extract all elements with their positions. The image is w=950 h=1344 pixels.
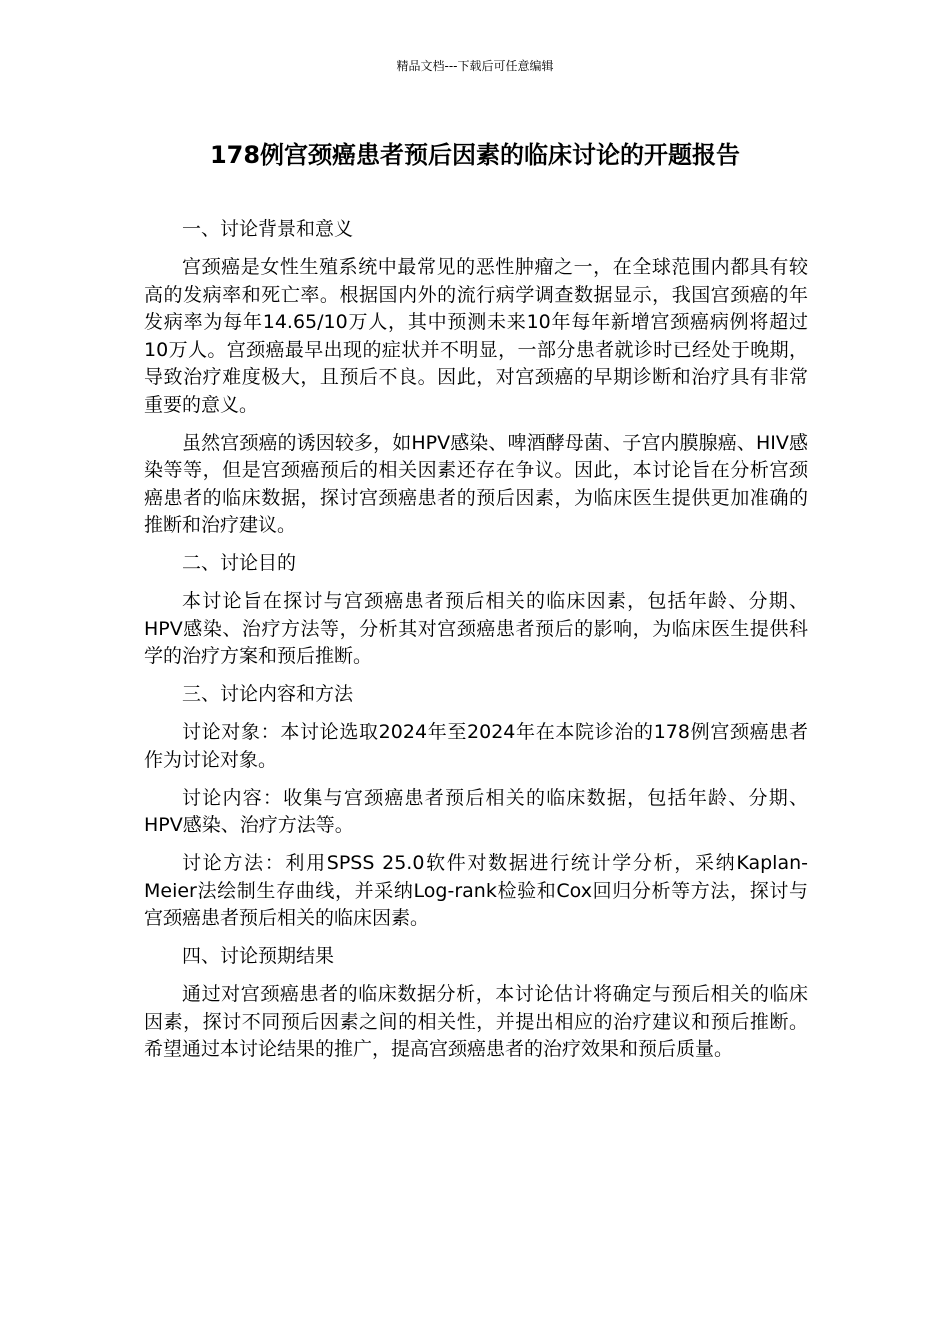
paragraph-purpose: 本讨论旨在探讨与宫颈癌患者预后相关的临床因素，包括年龄、分期、HPV感染、治疗方法等，分析其对宫颈癌患者预后的影响，为临床医生提供科学的治疗方案和预后推断。 — [144, 590, 808, 667]
paragraph-subjects: 讨论对象：本讨论选取2024年至2024年在本院诊治的178例宫颈癌患者作为讨论对象。 — [144, 721, 808, 771]
paragraph-background-1: 宫颈癌是女性生殖系统中最常见的恶性肿瘤之一，在全球范围内都具有较高的发病率和死亡率。根据国内外的流行病学调查数据显示，我国宫颈癌的年发病率为每年14.65/10万人，其中预测未来10年每年新增宫颈癌病例将超过10万人。宫颈癌最早出现的症状并不明显，一部分患者就诊时已经处于晚期，导致治疗难度极大，且预后不良。因此，对宫颈癌的早期诊断和治疗具有非常重要的意义。 — [144, 256, 808, 416]
running-header: 精品文档---下载后可任意编辑 — [396, 59, 554, 73]
section-heading-methods: 三、讨论内容和方法 — [182, 683, 354, 705]
document-title: 178例宫颈癌患者预后因素的临床讨论的开题报告 — [209, 141, 741, 169]
document-body — [144, 216, 808, 1074]
section-heading-background: 一、讨论背景和意义 — [182, 218, 354, 240]
section-heading-purpose: 二、讨论目的 — [182, 552, 297, 574]
paragraph-content: 讨论内容：收集与宫颈癌患者预后相关的临床数据，包括年龄、分期、HPV感染、治疗方法等。 — [144, 786, 808, 836]
paragraph-methods: 讨论方法：利用SPSS 25.0软件对数据进行统计学分析，采纳Kaplan-Meier法绘制生存曲线，并采纳Log-rank检验和Cox回归分析等方法，探讨与宫颈癌患者预后相关的临床因素。 — [144, 852, 808, 929]
paragraph-background-2: 虽然宫颈癌的诱因较多，如HPV感染、啤酒酵母菌、子宫内膜腺癌、HIV感染等等，但是宫颈癌预后的相关因素还存在争议。因此，本讨论旨在分析宫颈癌患者的临床数据，探讨宫颈癌患者的预后因素，为临床医生提供更加准确的推断和治疗建议。 — [144, 431, 808, 536]
section-heading-expected-results: 四、讨论预期结果 — [182, 945, 335, 967]
paragraph-expected-results: 通过对宫颈癌患者的临床数据分析，本讨论估计将确定与预后相关的临床因素，探讨不同预后因素之间的相关性，并提出相应的治疗建议和预后推断。希望通过本讨论结果的推广，提高宫颈癌患者的治疗效果和预后质量。 — [144, 983, 808, 1060]
